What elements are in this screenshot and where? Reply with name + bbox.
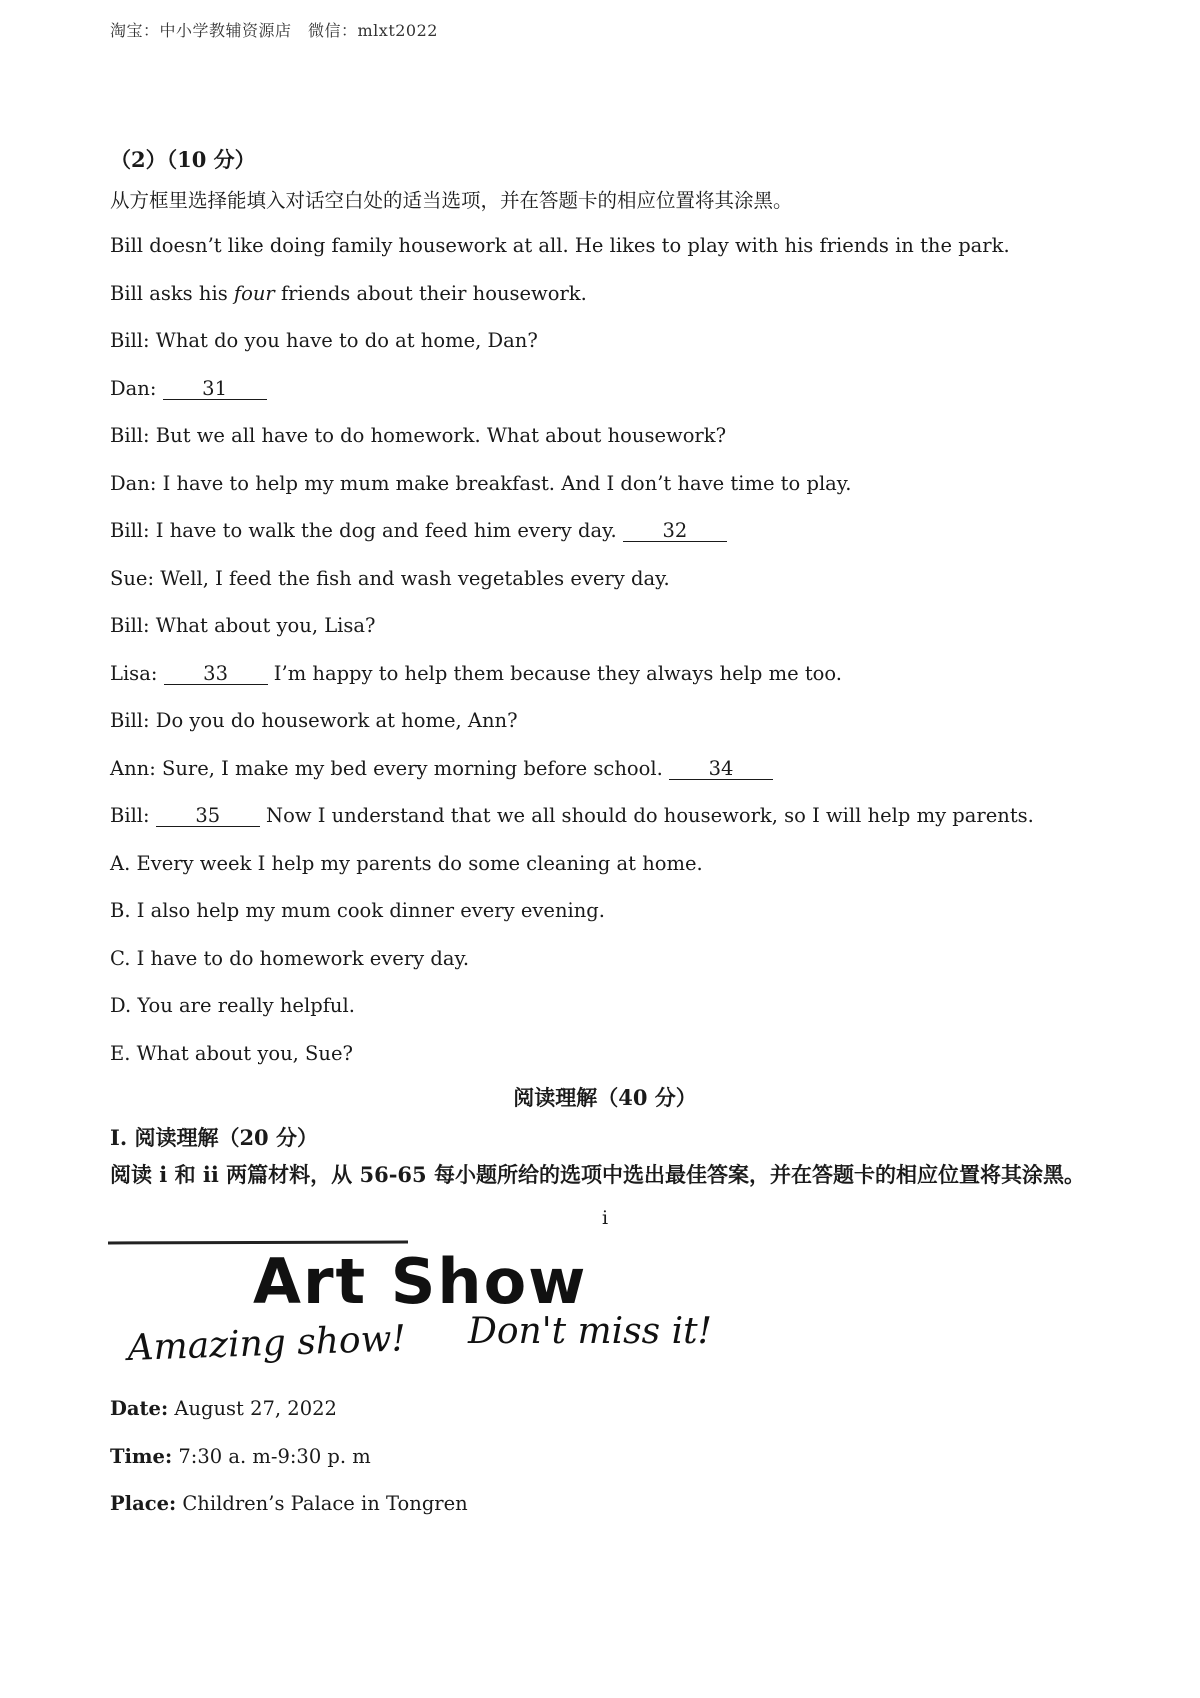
dialogue-line: Dan: 31: [110, 365, 1100, 413]
blank-33: 33: [164, 662, 268, 685]
blank-31: 31: [163, 377, 267, 400]
option-c: C. I have to do homework every day.: [110, 946, 470, 970]
dialogue-line: Dan: I have to help my mum make breakfast. And I don’t have time to play.: [110, 471, 852, 495]
poster-time: Time: 7:30 a. m-9:30 p. m: [110, 1444, 371, 1468]
blank-35: 35: [156, 804, 260, 827]
dialogue-line: Bill: What about you, Lisa?: [110, 614, 376, 637]
dialogue-line: Bill: I have to walk the dog and feed him every day. 32: [110, 507, 1100, 555]
reading-part-heading: Ⅰ. 阅读理解（20 分）: [110, 1125, 318, 1150]
blank-32: 32: [623, 519, 727, 542]
banner-slogan-right: Don't miss it!: [468, 1311, 713, 1352]
option-d: D. You are really helpful.: [110, 994, 355, 1017]
option-b: B. I also help my mum cook dinner every evening.: [110, 899, 605, 922]
passage-marker: i: [601, 1207, 609, 1229]
dialogue-line: Bill: But we all have to do homework. What about housework?: [110, 424, 727, 447]
dialogue-line: Bill: Do you do housework at home, Ann?: [110, 709, 518, 732]
banner-title: Art Show: [253, 1245, 588, 1318]
blank-34: 34: [669, 757, 773, 780]
document-content: [110, 140, 1100, 1528]
dialogue-line: Bill: What do you have to do at home, Dan?: [110, 329, 538, 352]
art-show-banner: [108, 1235, 828, 1385]
option-a: A. Every week I help my parents do some cleaning at home.: [110, 851, 703, 875]
section-title: （2）（10 分）: [110, 147, 256, 172]
dialogue-line: Bill: 35 Now I understand that we all should do housework, so I will help my parents.: [110, 804, 1034, 827]
banner-slogan-left: Amazing show!: [126, 1318, 407, 1369]
page-header-watermark: 淘宝：中小学教辅资源店 微信：mlxt2022: [110, 21, 438, 40]
emphasis-word: four: [233, 281, 275, 305]
dialogue-line: Sue: Well, I feed the fish and wash vegetables every day.: [110, 566, 670, 590]
dialogue-line: Lisa: 33 I’m happy to help them because they always help me too.: [110, 661, 843, 685]
poster-place: Place: Children’s Palace in Tongren: [110, 1492, 468, 1515]
intro-line-1: Bill doesn’t like doing family housework at all. He likes to play with his friends in the park.: [110, 234, 1010, 257]
reading-section-title: 阅读理解（40 分）: [513, 1085, 697, 1110]
section-instruction: 从方框里选择能填入对话空白处的适当选项，并在答题卡的相应位置将其涂黑。: [110, 189, 793, 212]
intro-line-2: Bill asks his four friends about their housework.: [110, 281, 587, 305]
poster-date: Date: August 27, 2022: [110, 1397, 337, 1420]
reading-part-instruction: 阅读 i 和 ii 两篇材料，从 56-65 每小题所给的选项中选出最佳答案，并在答题卡的相应位置将其涂黑。: [110, 1162, 1085, 1187]
dialogue-line: Ann: Sure, I make my bed every morning before school. 34: [110, 745, 1100, 793]
option-e: E. What about you, Sue?: [110, 1041, 353, 1065]
